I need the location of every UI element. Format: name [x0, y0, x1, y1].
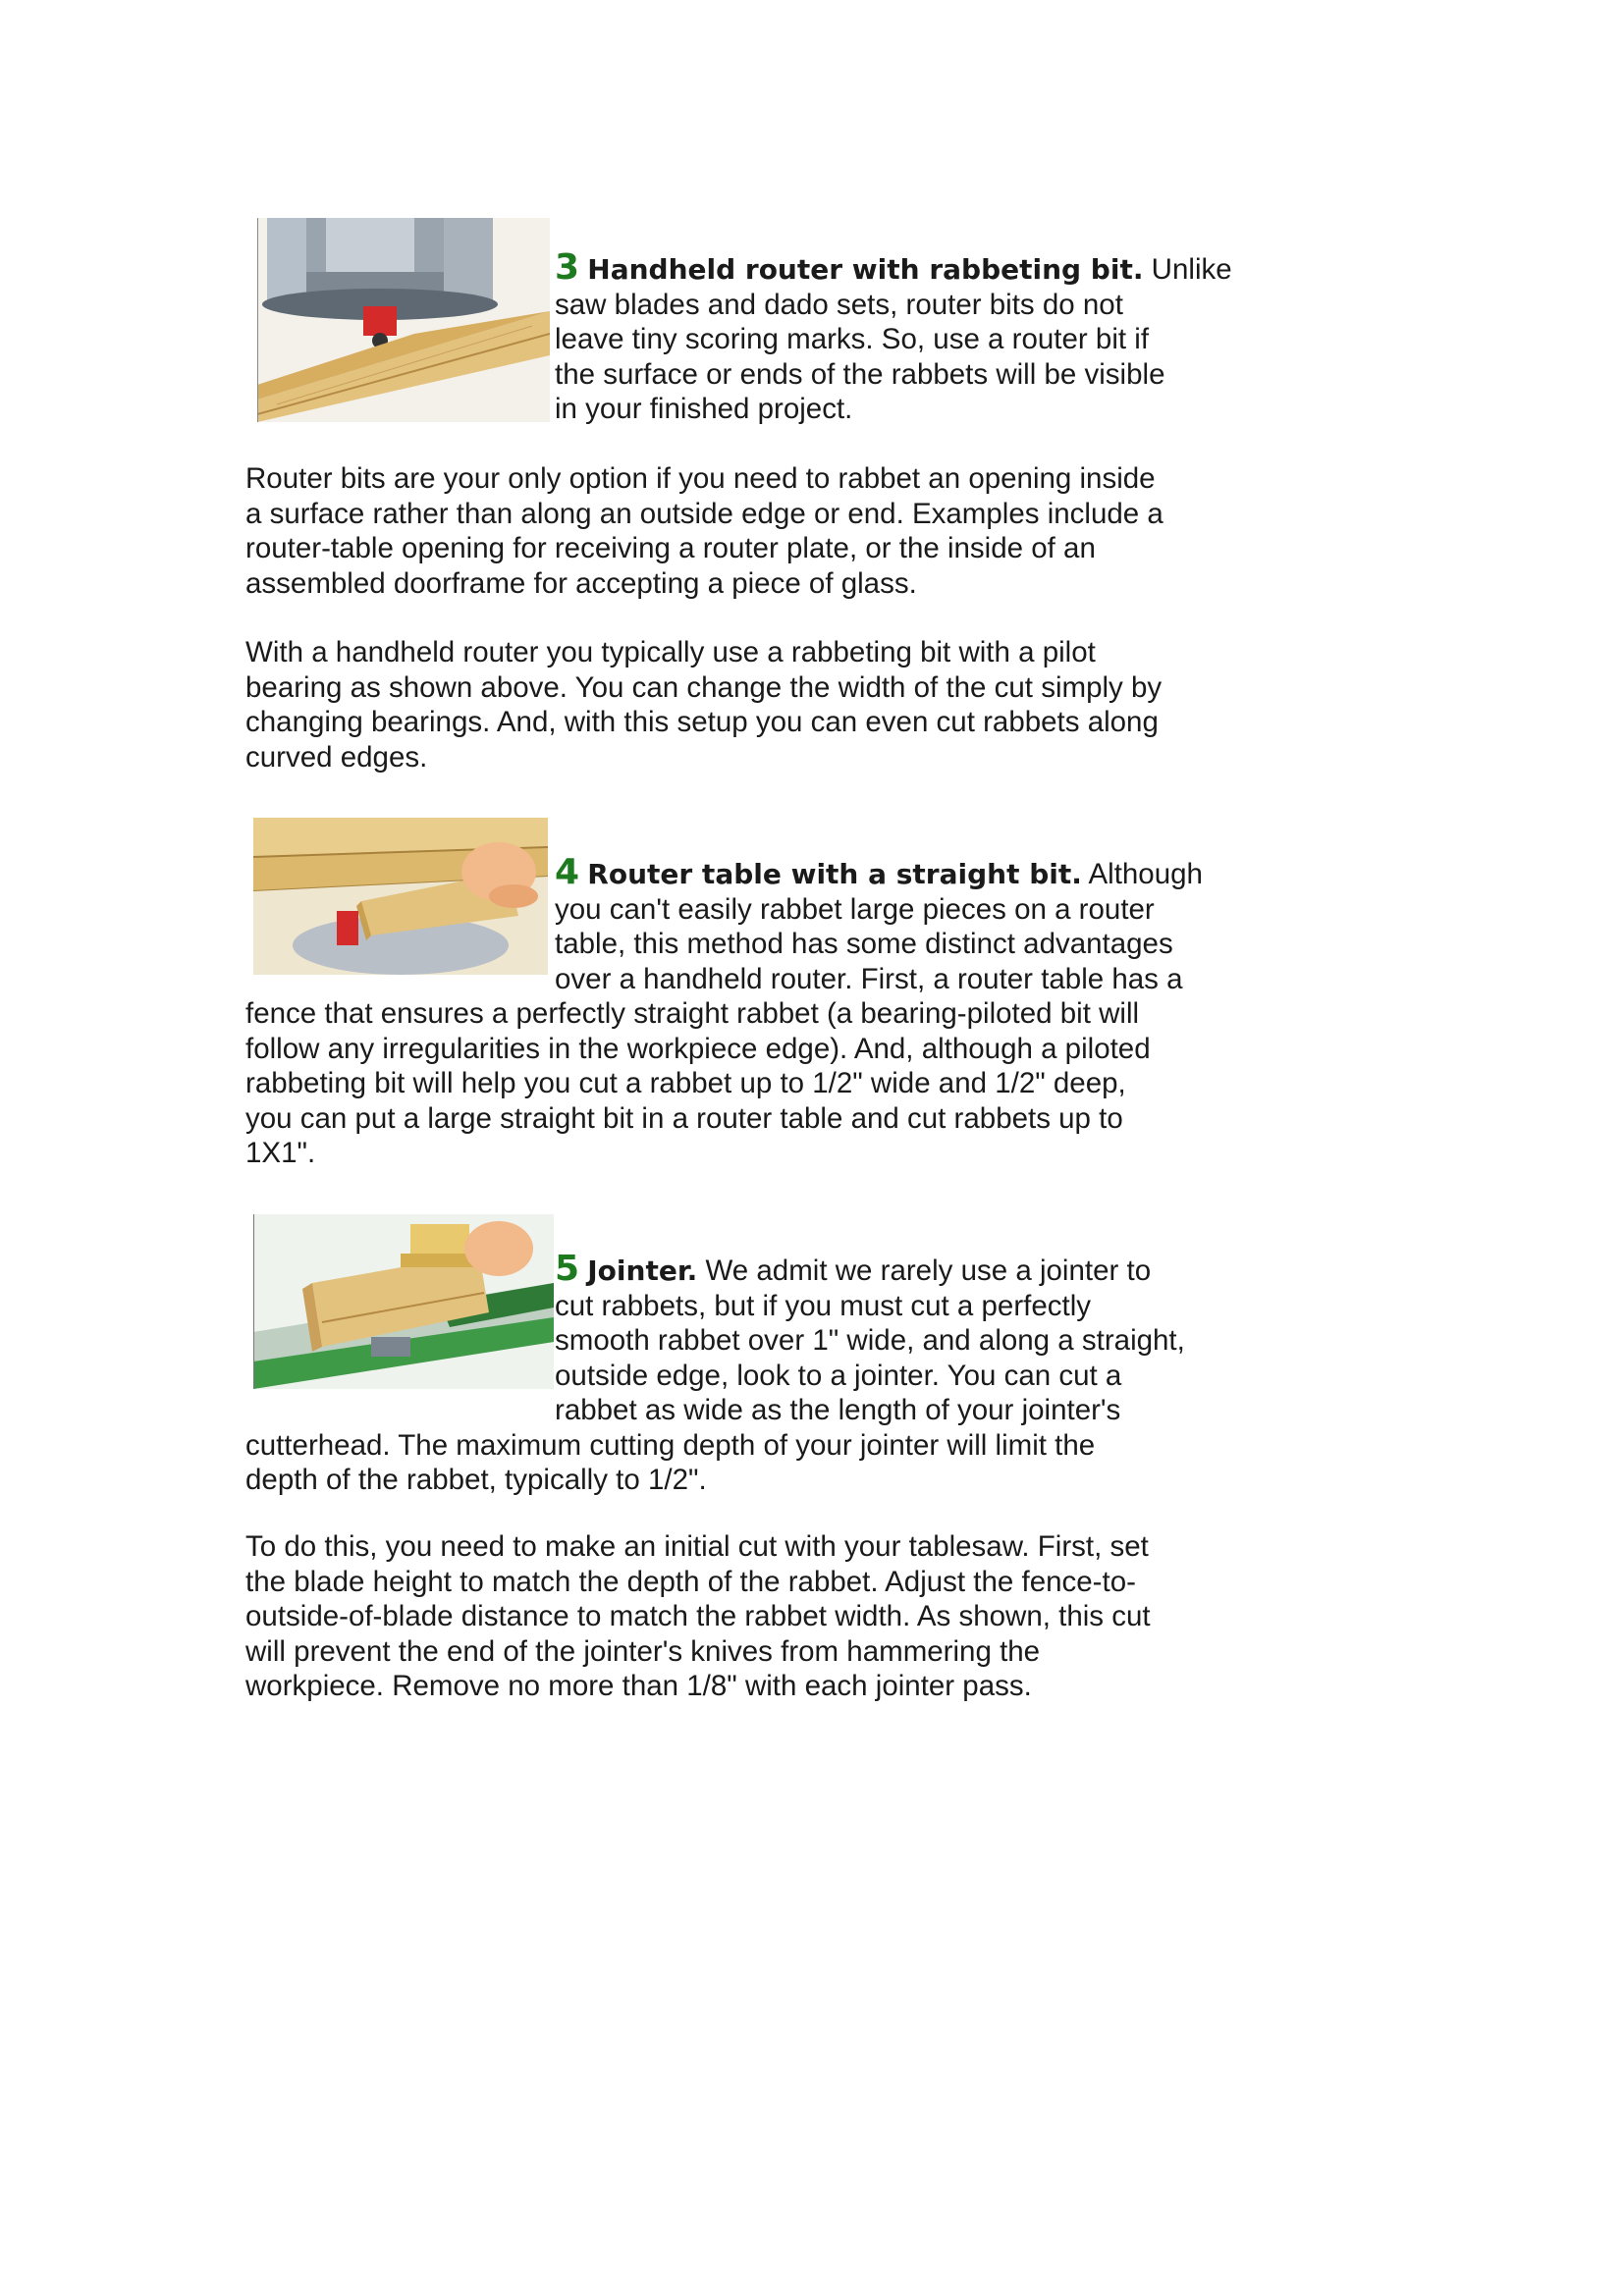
step-number-4: 4 [555, 852, 580, 892]
section-4-line: you can put a large straight bit in a router table and cut rabbets up to [245, 1101, 1123, 1135]
paragraph-line: With a handheld router you typically use a rabbeting bit with a pilot [245, 636, 1096, 668]
step-number-3: 3 [555, 247, 580, 288]
paragraph-router-bits [245, 461, 1163, 601]
section-4-text [245, 852, 1203, 1171]
paragraph-line: the blade height to match the depth of the rabbet. Adjust the fence-to- [245, 1565, 1136, 1598]
section-5-line: depth of the rabbet, typically to 1/2". [245, 1464, 707, 1496]
section-4-line: 1X1". [245, 1137, 316, 1169]
section-3-line: saw blades and dado sets, router bits do not [555, 288, 1123, 321]
section-5-line [245, 1249, 1185, 1289]
router-rabbeting-illustration [257, 218, 550, 422]
router-rabbeting-drawing [257, 218, 550, 422]
section-3-text [555, 247, 1232, 427]
paragraph-line: To do this, you need to make an initial cut with your tablesaw. First, set [245, 1530, 1149, 1563]
paragraph-line: bearing as shown above. You can change the width of the cut simply by [245, 670, 1163, 704]
paragraph-line: workpiece. Remove no more than 1/8" with each jointer pass. [245, 1670, 1032, 1702]
section-4-line-text: Although [1081, 858, 1203, 890]
step-title-4: Router table with a straight bit. [587, 858, 1082, 890]
section-5-line: smooth rabbet over 1" wide, and along a straight, [555, 1324, 1185, 1357]
paragraph-line: will prevent the end of the jointer's knives from hammering the [245, 1634, 1041, 1668]
section-4-line: follow any irregularities in the workpiece edge). And, although a piloted [245, 1032, 1151, 1065]
section-3-line: leave tiny scoring marks. So, use a router bit if [555, 323, 1150, 355]
paragraph-line: a surface rather than along an outside edge or end. Examples include a [245, 497, 1163, 530]
section-3-line [555, 247, 1232, 288]
paragraph-tablesaw [245, 1529, 1151, 1704]
section-4-line: you can't easily rabbet large pieces on a router [555, 892, 1155, 926]
section-3-line: in your finished project. [555, 393, 853, 425]
section-5-line: cut rabbets, but if you must cut a perfectly [555, 1289, 1092, 1322]
paragraph-line: outside-of-blade distance to match the rabbet width. As shown, this cut [245, 1600, 1151, 1632]
paragraph-handheld [245, 635, 1162, 774]
step-title-3: Handheld router with rabbeting bit. [587, 253, 1144, 286]
section-4-line: over a handheld router. First, a router table has a [555, 962, 1183, 995]
section-5-line: cutterhead. The maximum cutting depth of your jointer will limit the [245, 1428, 1096, 1462]
section-3-line-text: Unlike [1143, 253, 1232, 286]
paragraph-line: curved edges. [245, 740, 428, 774]
section-4-line: rabbeting bit will help you cut a rabbet up to 1/2" wide and 1/2" deep, [245, 1067, 1126, 1099]
section-4-line: table, this method has some distinct advantages [555, 928, 1173, 960]
section-5-line: outside edge, look to a jointer. You can cut a [555, 1359, 1122, 1392]
section-5-line: rabbet as wide as the length of your jointer's [555, 1394, 1121, 1426]
paragraph-line: changing bearings. And, with this setup you can even cut rabbets along [245, 706, 1159, 738]
section-3-line: the surface or ends of the rabbets will be visible [555, 357, 1165, 391]
section-4-line [245, 852, 1203, 892]
step-title-5: Jointer. [587, 1255, 698, 1287]
section-4-line: fence that ensures a perfectly straight rabbet (a bearing-piloted bit will [245, 997, 1140, 1030]
step-number-5: 5 [555, 1249, 580, 1289]
section-5-line-text: We admit we rarely use a jointer to [697, 1255, 1152, 1287]
section-5-text [245, 1249, 1185, 1498]
paragraph-line: router-table opening for receiving a router plate, or the inside of an [245, 532, 1096, 564]
paragraph-line: Router bits are your only option if you need to rabbet an opening inside [245, 462, 1156, 495]
paragraph-line: assembled doorframe for accepting a piece of glass. [245, 566, 917, 600]
